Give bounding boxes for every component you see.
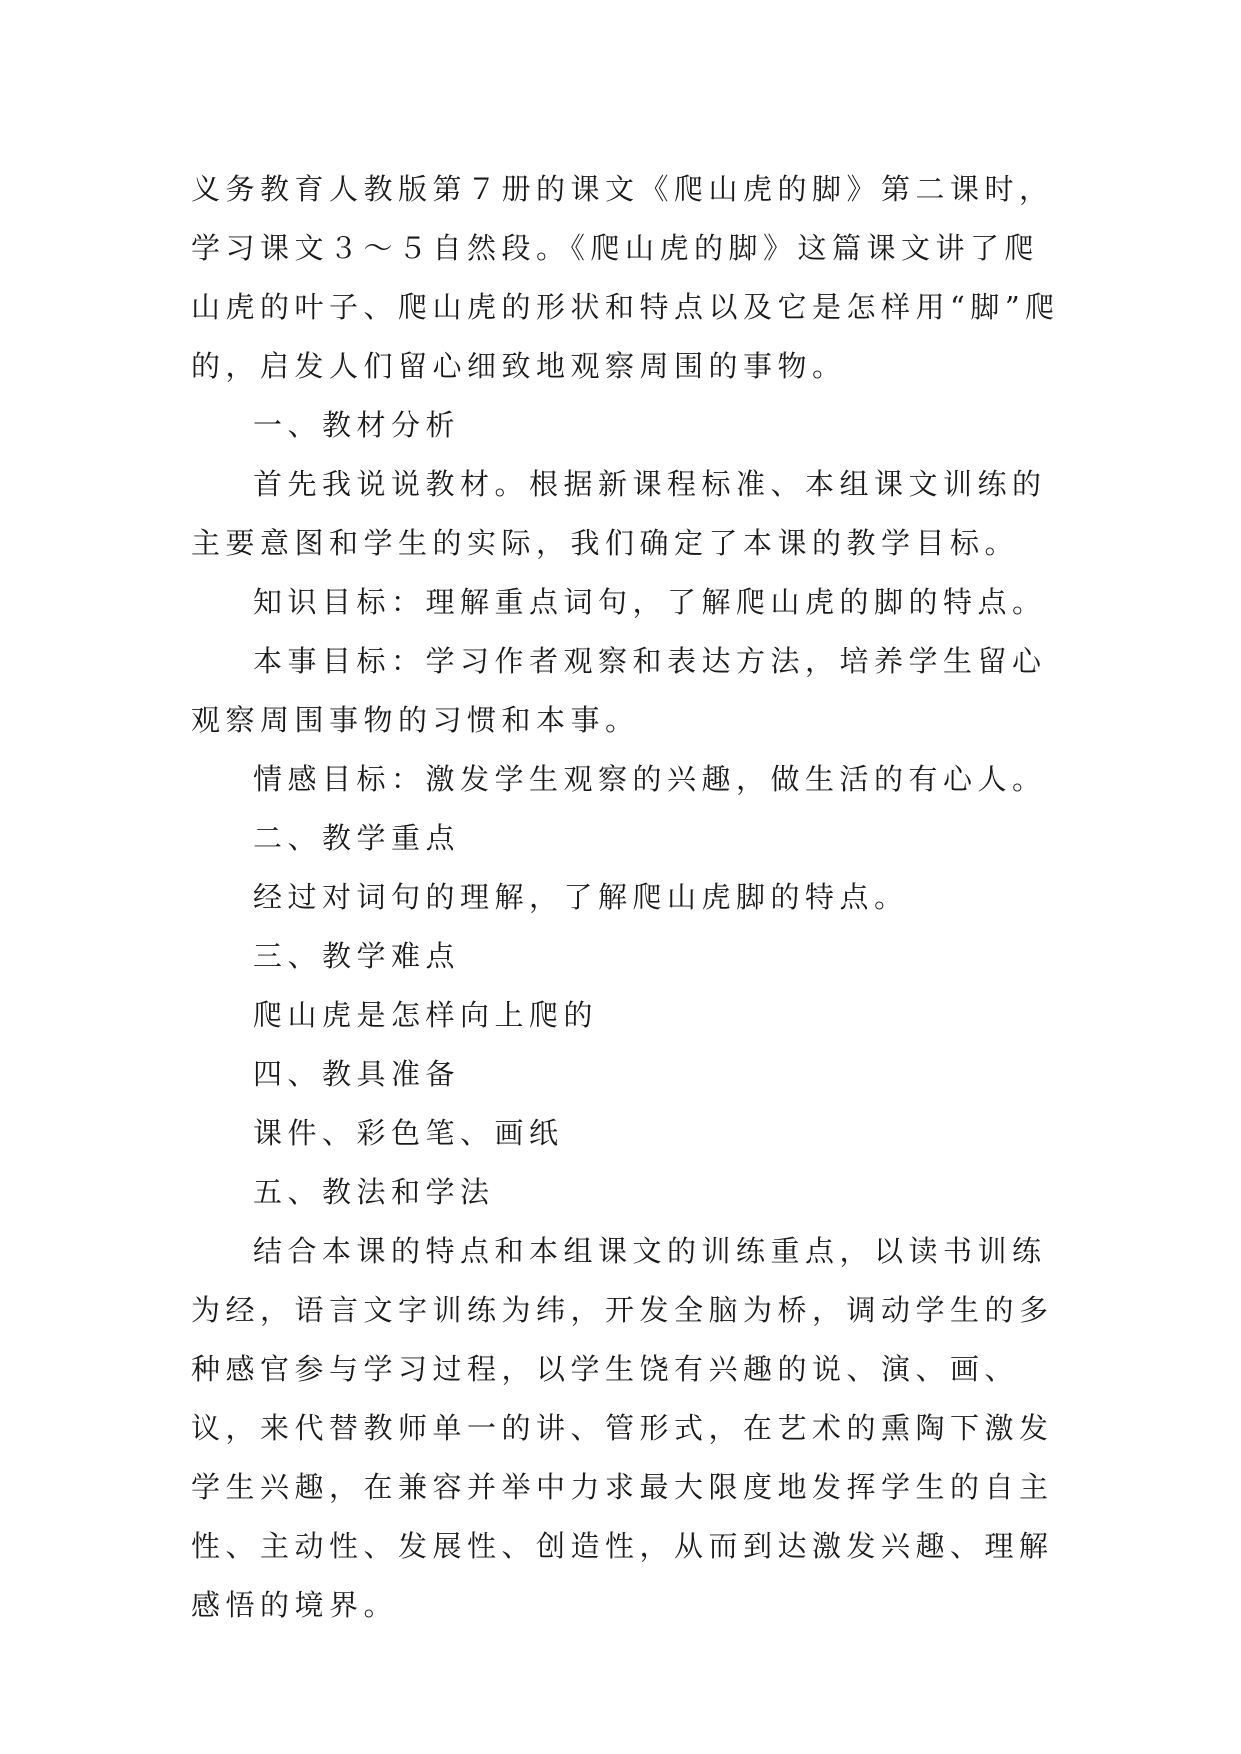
section-heading-textbook-analysis: 一、教材分析 xyxy=(253,408,461,442)
textbook-paragraph: 首先我说说教材。根据新课程标准、本组课文训练的主要意图和学生的实际，我们确定了本课的教学目标。 xyxy=(191,467,1047,560)
section-heading-key-points: 二、教学重点 xyxy=(253,821,461,855)
section-heading-difficulties: 三、教学难点 xyxy=(253,939,461,973)
intro-paragraph: 义务教育人教版第７册的课文《爬山虎的脚》第二课时，学习课文３～５自然段。《爬山虎的脚》这篇课文讲了爬山虎的叶子、爬山虎的形状和特点以及它是怎样用“脚”爬的，启发人们留心细致地观察周围的事物。 xyxy=(191,172,1060,383)
materials-paragraph: 课件、彩色笔、画纸 xyxy=(253,1116,564,1150)
document-body xyxy=(191,160,1071,1635)
section-heading-methods: 五、教法和学法 xyxy=(253,1175,495,1209)
key-points-paragraph: 经过对词句的理解，了解爬山虎脚的特点。 xyxy=(253,880,909,914)
knowledge-goal: 知识目标：理解重点词句，了解爬山虎的脚的特点。 xyxy=(253,585,1047,619)
emotion-goal: 情感目标：激发学生观察的兴趣，做生活的有心人。 xyxy=(253,762,1047,796)
methods-paragraph: 结合本课的特点和本组课文的训练重点，以读书训练为经，语言文字训练为纬，开发全脑为桥，调动学生的多种感官参与学习过程，以学生饶有兴趣的说、演、画、议，来代替教师单一的讲、管形式，在艺术的熏陶下激发学生兴趣，在兼容并举中力求最大限度地发挥学生的自主性、主动性、发展性、创造性，从而到达激发兴趣、理解感悟的境界。 xyxy=(191,1234,1054,1622)
ability-goal: 本事目标：学习作者观察和表达方法，培养学生留心观察周围事物的习惯和本事。 xyxy=(191,644,1047,737)
section-heading-materials: 四、教具准备 xyxy=(253,1057,461,1091)
difficulties-paragraph: 爬山虎是怎样向上爬的 xyxy=(253,998,599,1032)
